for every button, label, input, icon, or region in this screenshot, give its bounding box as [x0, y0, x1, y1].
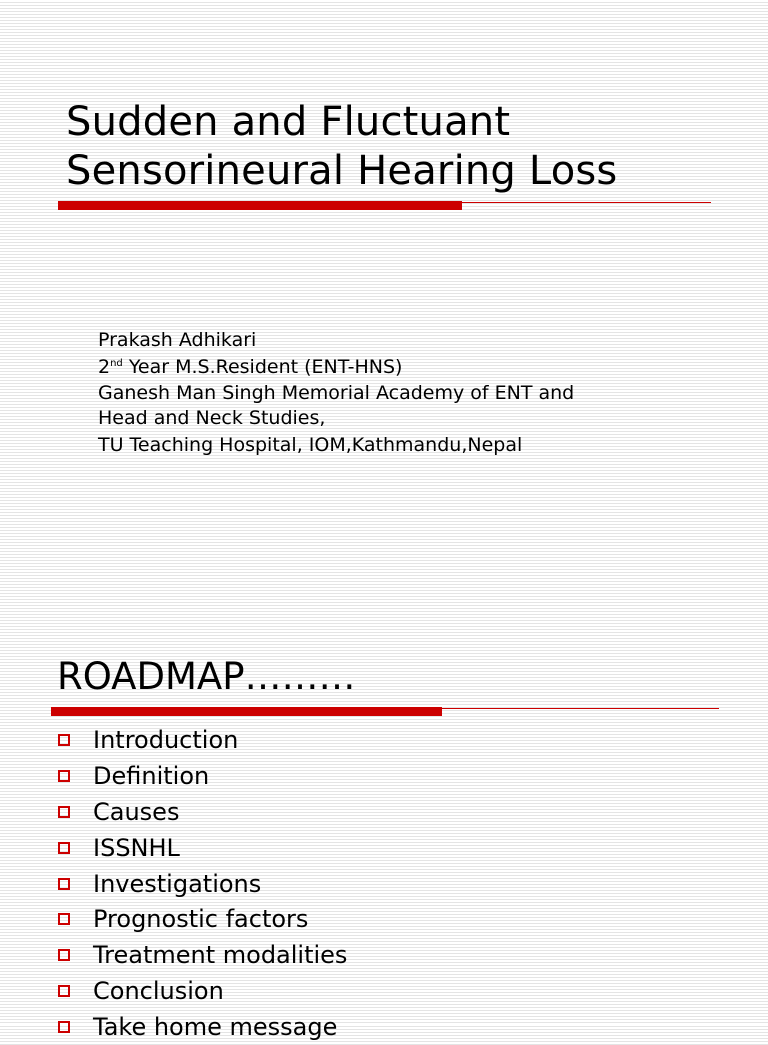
slide-title	[66, 98, 617, 196]
role-text: Year M.S.Resident (ENT-HNS)	[122, 356, 403, 378]
list-item-label: Prognostic factors	[93, 905, 309, 934]
hospital-line: TU Teaching Hospital, IOM,Kathmandu,Nepal	[98, 434, 523, 456]
list-item	[58, 830, 347, 866]
list-item-label: ISSNHL	[93, 833, 180, 862]
title-line-1: Sudden and Fluctuant	[66, 99, 511, 145]
list-item-label: Investigations	[93, 869, 262, 898]
institution-line-1: Ganesh Man Singh Memorial Academy of ENT and	[98, 382, 575, 404]
institution-line-2: Head and Neck Studies,	[98, 407, 326, 429]
roadmap-list	[58, 722, 347, 1045]
list-item-label: Take home message	[93, 1013, 338, 1042]
list-item	[58, 937, 347, 973]
list-item	[58, 758, 347, 794]
list-item	[58, 973, 347, 1009]
title-line-2: Sensorineural Hearing Loss	[66, 148, 618, 194]
hollow-square-bullet-icon	[58, 913, 70, 925]
author-name: Prakash Adhikari	[98, 329, 257, 351]
role-ordinal: 2	[98, 356, 111, 378]
list-item-label: Treatment modalities	[93, 941, 348, 970]
hollow-square-bullet-icon	[58, 806, 70, 818]
title-underline	[58, 201, 711, 210]
list-item-label: Definition	[93, 761, 210, 790]
list-item-label: Introduction	[93, 726, 239, 754]
author-role	[98, 354, 574, 381]
roadmap-slide	[0, 624, 768, 1042]
author-info	[98, 327, 574, 459]
hollow-square-bullet-icon	[58, 985, 70, 997]
list-item	[58, 722, 347, 758]
roadmap-underline-thin	[442, 708, 719, 709]
roadmap-title: ROADMAP………	[57, 655, 356, 698]
title-underline-thick	[58, 201, 462, 210]
hollow-square-bullet-icon	[58, 878, 70, 890]
list-item	[58, 794, 347, 830]
hollow-square-bullet-icon	[58, 1021, 70, 1033]
list-item	[58, 901, 347, 937]
list-item-label: Conclusion	[93, 977, 224, 1006]
hollow-square-bullet-icon	[58, 949, 70, 961]
hollow-square-bullet-icon	[58, 770, 70, 782]
roadmap-underline-thick	[51, 707, 442, 716]
list-item	[58, 1009, 347, 1045]
roadmap-underline	[51, 707, 719, 716]
title-underline-thin	[462, 202, 711, 203]
list-item	[58, 866, 347, 902]
list-item-label: Causes	[93, 797, 180, 826]
role-ordinal-suffix: nd	[110, 358, 123, 369]
hollow-square-bullet-icon	[58, 842, 70, 854]
hollow-square-bullet-icon	[58, 734, 70, 746]
